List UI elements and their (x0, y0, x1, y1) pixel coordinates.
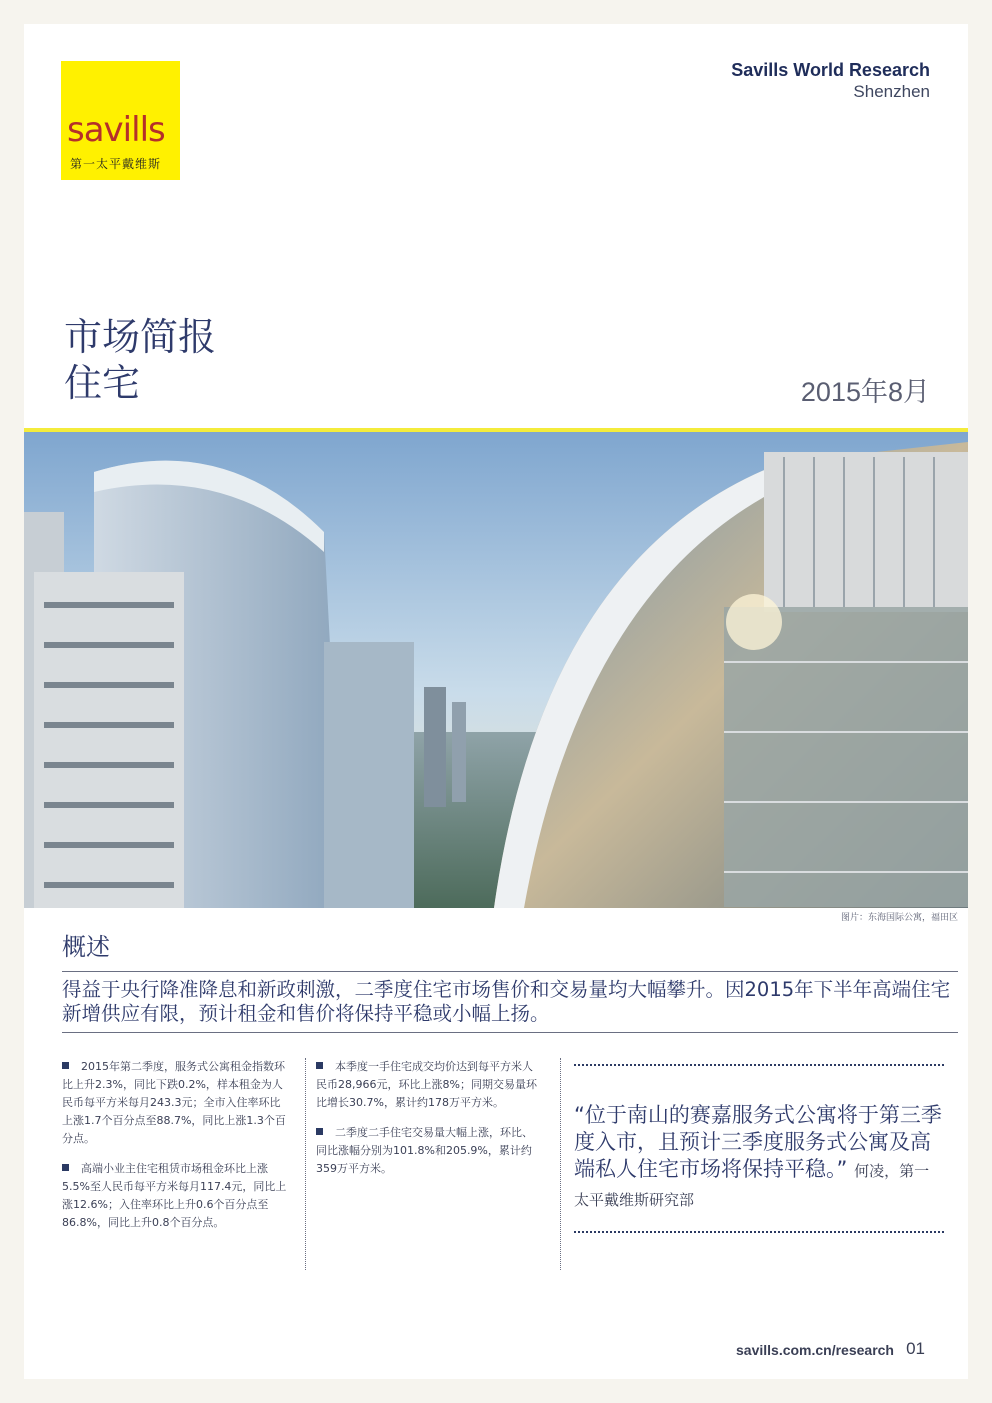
hero-image (24, 432, 968, 908)
page-title (64, 314, 216, 406)
report-page (24, 24, 968, 1379)
logo-chinese-name: 第一太平戴维斯 (70, 157, 162, 171)
bullet-item (316, 1124, 542, 1178)
bullet-text: 高端小业主住宅租赁市场租金环比上涨5.5%至人民币每平方米每月117.4元，同比上涨12.6%；入住率环比上升0.6个百分点至86.8%，同比上升0.8个百分点。 (62, 1162, 287, 1229)
footer-url[interactable]: savills.com.cn/research (736, 1342, 894, 1358)
photo-caption: 图片：东海国际公寓，福田区 (840, 913, 958, 923)
bullet-marker (62, 1062, 69, 1069)
savills-logo (61, 61, 180, 180)
column-divider (560, 1058, 561, 1270)
bullet-text: 本季度一手住宅成交均价达到每平方米人民币28,966元，环比上涨8%；同期交易量环比增长30.7%，累计约178万平方米。 (316, 1060, 537, 1109)
bullet-item (316, 1058, 542, 1112)
lead-top-rule (62, 971, 958, 972)
research-series-title: Savills World Research (731, 60, 930, 80)
hero-illustration (24, 432, 968, 908)
bullet-text: 二季度二手住宅交易量大幅上涨，环比、同比涨幅分别为101.8%和205.9%，累计约359万平方米。 (316, 1126, 533, 1175)
bullet-marker (62, 1164, 69, 1171)
bullet-item (62, 1058, 288, 1148)
column-divider (305, 1058, 306, 1270)
page-number: 01 (906, 1339, 925, 1358)
pull-quote-text: “位于南山的赛嘉服务式公寓将于第三季度入市，且预计三季度服务式公寓及高端私人住宅市场将保持平稳。” (574, 1103, 942, 1181)
pull-quote-attribution: 何凌，第一太平戴维斯研究部 (574, 1162, 930, 1209)
logo-wordmark: savills (67, 110, 165, 150)
pull-quote (574, 1102, 944, 1214)
bullet-marker (316, 1128, 323, 1135)
bullet-item (62, 1160, 288, 1232)
bullets-column-left (62, 1058, 288, 1244)
issue-date: 2015年8月 (800, 377, 930, 407)
quote-top-rule (574, 1064, 944, 1066)
section-heading-overview: 概述 (62, 933, 110, 961)
lead-bottom-rule (62, 1032, 958, 1033)
title-line-2: 住宅 (64, 361, 141, 405)
bullets-column-middle (316, 1058, 542, 1190)
title-line-1: 市场简报 (64, 315, 217, 359)
research-city: Shenzhen (853, 82, 930, 101)
bullet-marker (316, 1062, 323, 1069)
bullet-text: 2015年第二季度，服务式公寓租金指数环比上升2.3%，同比下跌0.2%，样本租金为人民币每平方米每月243.3元；全市入住率环比上涨1.7个百分点至88.7%，同比上涨1.3个百分点。 (62, 1060, 286, 1145)
quote-bottom-rule (574, 1231, 944, 1233)
overview-lead: 得益于央行降准降息和新政刺激，二季度住宅市场售价和交易量均大幅攀升。因2015年下半年高端住宅新增供应有限，预计租金和售价将保持平稳或小幅上扬。 (62, 978, 951, 1025)
